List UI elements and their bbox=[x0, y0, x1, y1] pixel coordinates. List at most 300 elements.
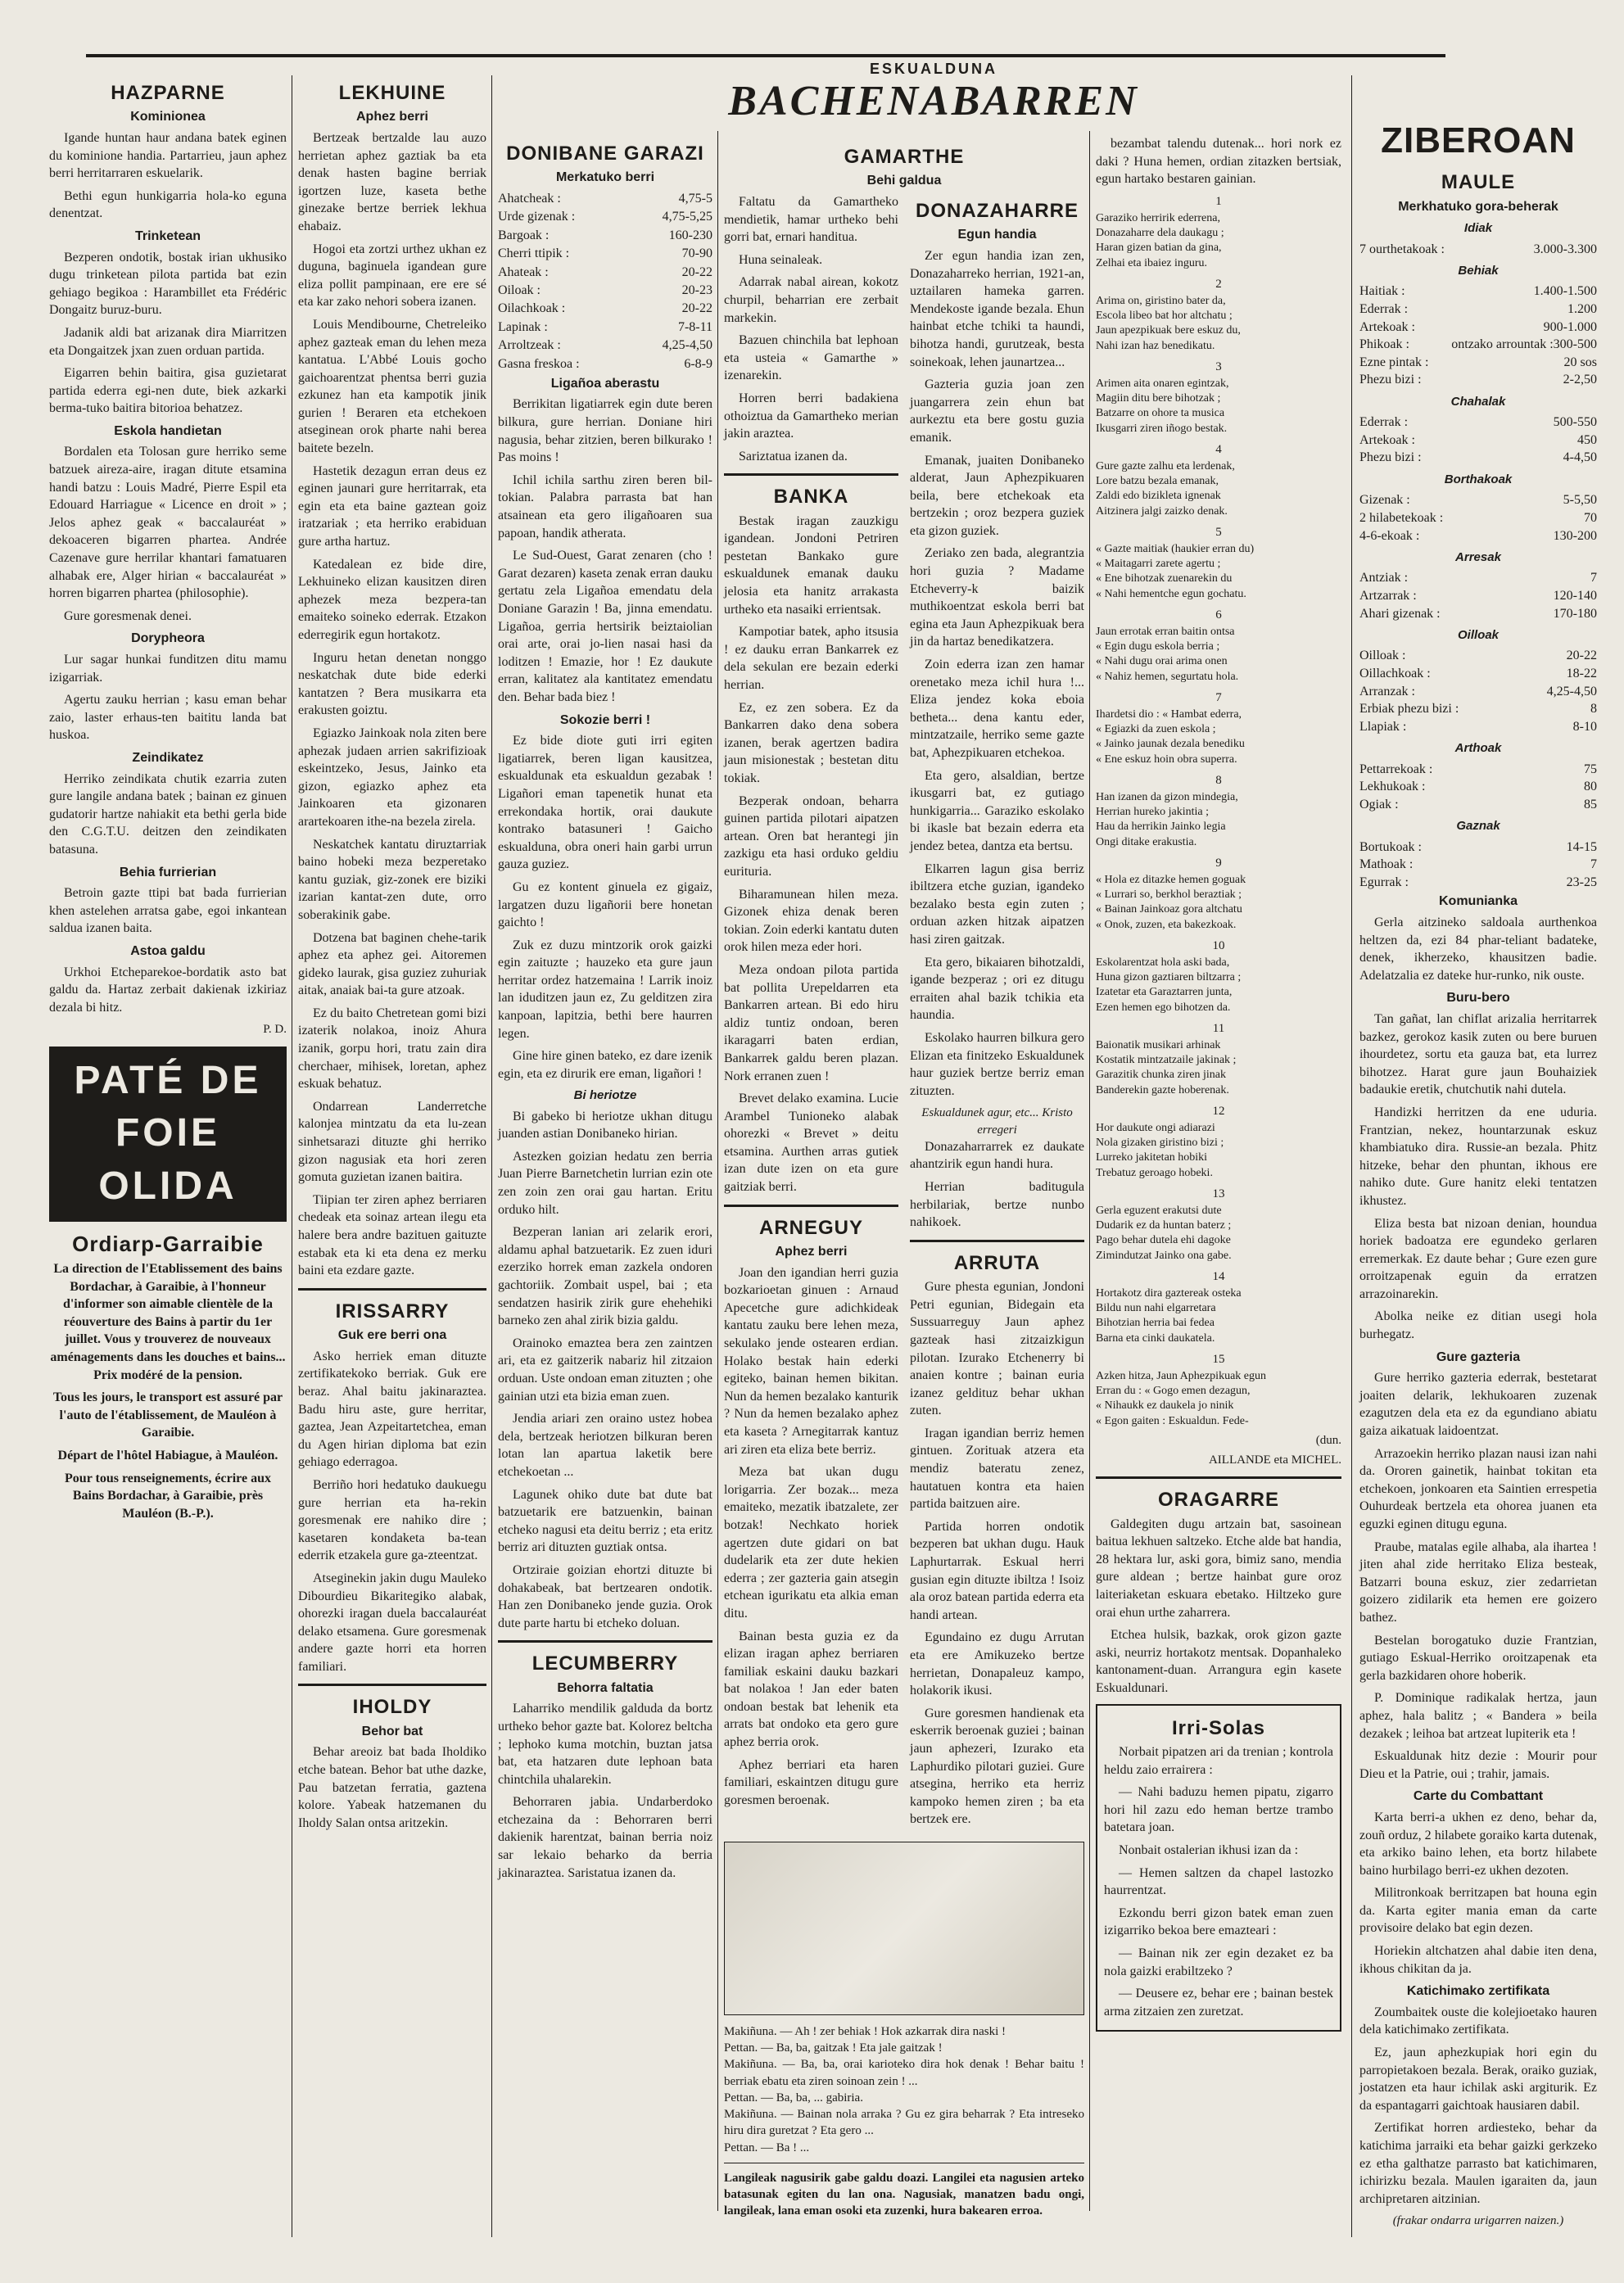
verse-text: Baionatik musikari arhinak Kostatik mintzatzaile jakinak ; Garazitik chunka ziren jinak Banderekin gazte hoberenak. bbox=[1096, 1039, 1237, 1096]
paragraph: Herrian baditugula herbilariak, bertze nunbo nahikoek. bbox=[910, 1179, 1084, 1230]
dialog-line: Pettan. — Ba, ba, ... gabiria. bbox=[724, 2091, 863, 2104]
dialog-line: Makiñuna. — Ah ! zer behiak ! Hok azkarrak dira naski ! bbox=[724, 2024, 1007, 2038]
section-subtitle: Behor bat bbox=[361, 1724, 423, 1738]
market-value: 4,75-5 bbox=[678, 191, 712, 206]
paragraph: Huna seinaleak. bbox=[739, 252, 823, 267]
separator bbox=[298, 1288, 486, 1291]
section-subtitle: Egun handia bbox=[957, 228, 1037, 242]
irri-solas-box bbox=[1096, 1704, 1341, 2032]
paragraph: Gu ez kontent ginuela ez gigaiz, largatzen duzu ligañorii bere honetan gaichto ! bbox=[498, 879, 712, 930]
separator bbox=[498, 1640, 712, 1643]
market-label: Lekhukoak : bbox=[1359, 780, 1426, 794]
market-label: 4-6-ekoak : bbox=[1359, 528, 1420, 543]
section-title: IHOLDY bbox=[352, 1696, 432, 1719]
langileak-box: Langileak nagusirik gabe galdu doazi. Langilei eta nagusien arteko batasunak egiten du lan ona. Nagusiak, manatzen badu ongi, langileak, lana eman osoki eta zuzenki, hura bakearen erroa. bbox=[724, 2171, 1084, 2218]
market-value: 160-230 bbox=[668, 228, 712, 242]
market-label: Mathoak : bbox=[1359, 857, 1414, 872]
paragraph: Zoumbaitek ouste die kolejioetako hauren dela katichimako zertifikata. bbox=[1359, 2005, 1597, 2037]
market-value: 7 bbox=[1590, 857, 1597, 872]
market-label: Oilloak : bbox=[1359, 649, 1406, 663]
market-label: Ederrak : bbox=[1359, 302, 1409, 317]
paragraph: — Bainan nik zer egin dezaket ez ba nola gaizki erabiltzeko ? bbox=[1104, 1946, 1333, 1978]
paragraph: Ez, jaun aphezkupiak hori egin du parropietakoen bezala. Berak, oraiko guziak, jostatzen eta haur ichilak aski argiturik. Ez da espantagarri gaichtoak hausiaren dabil. bbox=[1359, 2046, 1597, 2113]
paragraph: Jendia ariari zen oraino ustez hobea dela, bertzeak heriotzen bilkuran beren lotan lan apartua laketik bere etchekoetan ... bbox=[498, 1412, 712, 1479]
verse-number: 7 bbox=[1215, 690, 1222, 704]
section-subtitle: Guk ere berri ona bbox=[337, 1328, 447, 1343]
market-label: Oilachkoak : bbox=[498, 301, 566, 316]
top-rule bbox=[86, 54, 1445, 57]
section-subtitle: Buru-bero bbox=[1446, 991, 1510, 1006]
paragraph: Ichil ichila sarthu ziren beren bil-tokian. Palabra parrasta bat han atsainean eta gero iligañoaren sua papoan, handik atherata. bbox=[498, 472, 712, 540]
gamarthe-col-left bbox=[724, 193, 898, 1833]
verse-number: 11 bbox=[1212, 1021, 1225, 1035]
market-value: 5-5,50 bbox=[1563, 493, 1597, 508]
market-row bbox=[1359, 491, 1597, 509]
paragraph: Urkhoi Etcheparekoe-bordatik asto bat galdu da. Hartaz zerbait dakienak izkiriaz dezala bi hitz. bbox=[49, 965, 287, 1015]
paragraph: Iragan igandian berriz hemen gintuen. Zorituak atzera eta mendiz bateratu zenez, hautatuen kontra eta haien partida baitzuen aire. bbox=[910, 1426, 1084, 1512]
market-value: 4,75-5,25 bbox=[662, 210, 712, 224]
market-value: 1.200 bbox=[1567, 302, 1597, 317]
market-label: Pettarrekoak : bbox=[1359, 762, 1433, 776]
market-row bbox=[1359, 371, 1597, 389]
market-value: 75 bbox=[1584, 762, 1597, 776]
market-row bbox=[498, 282, 712, 300]
verse-number: 2 bbox=[1215, 277, 1222, 291]
section-subtitle: Astoa galdu bbox=[130, 943, 206, 958]
verse-text: Eskolarentzat hola aski bada, Huna gizon gaztiaren biltzarra ; Izatetar eta Garaztarren junta, Ezen hemen ego bihotzen da. bbox=[1096, 956, 1242, 1014]
column-ziberoan bbox=[1359, 75, 1597, 2230]
verse-text: Han izanen da gizon mindegia, Herrian hureko jakintia ; Hau da herrikin Jainko legia Ongi ditake erakustia. bbox=[1096, 791, 1238, 848]
separator bbox=[724, 1205, 898, 1207]
market-value: 20 sos bbox=[1563, 355, 1597, 369]
market-row bbox=[1359, 283, 1597, 301]
verse-text: Hor daukute ongi adiarazi Nola gizaken giristino bizi ; Lurreko jakitetan hobiki Trebatuz geroago hobeki. bbox=[1096, 1122, 1224, 1179]
column-hazparne bbox=[49, 75, 287, 1527]
paragraph: Horren berri badakiena othoiztua da Gamartheko merian jakin araztea. bbox=[724, 391, 898, 441]
market-label: Ogiak : bbox=[1359, 797, 1399, 811]
market-row bbox=[1359, 432, 1597, 450]
market-label: Haitiak : bbox=[1359, 284, 1405, 299]
verse-intro: Eskualdunek agur, etc... Kristo erregeri bbox=[921, 1106, 1073, 1137]
verse-number: 9 bbox=[1215, 856, 1222, 870]
paragraph: Bezperan lanian ari zelarik erori, aldamu aphal batzuetarik. Ez zuen iduri ezerziko horrek eman zazkela ondoren gachtoriik. Zombait uspel, bai ; eta sendatzen hasirik zirik gure ehehehiki barneko zen ahal zirik bizia galdu. bbox=[498, 1225, 712, 1328]
paragraph: Inguru hetan denetan nonggo neskatchak dute bide ederki kantatzen ? Bera musikarra eta erakusten goiztu. bbox=[298, 650, 486, 718]
section-subtitle: Zeindikatez bbox=[132, 750, 204, 765]
section-subtitle: Ligañoa aberastu bbox=[550, 376, 660, 391]
market-value: 130-200 bbox=[1553, 528, 1597, 543]
paragraph: Bainan besta guzia ez da elizan iragan aphez berriaren familiak eskaini dauku bazkari bat nolakoa ! Jan eder baten ondoan bestak bat lehenik eta arrats bat ondoko eta gero gure aphez berria orok. bbox=[724, 1629, 898, 1750]
paragraph: Bestak iragan zauzkigu igandean. Jondoni Petriren pestetan Bankako gure eskualdunek emanak dauku jelosia eta hanitz arrakasta urtheko eta nasaiki errientsak. bbox=[724, 513, 898, 617]
verses bbox=[1096, 193, 1341, 1429]
paragraph: Behorraren jabia. Undarberdoko etchezaina da : Behorraren berri dakienik harentzat, bainan berria noiz sar lekaio beharko da berria jakinaraztea. Saristatua izanen da. bbox=[498, 1795, 712, 1880]
paragraph: Ez du baito Chetretean gomi bizi izaterik nolakoa, inoiz Ahura izanik, gorpu hori, tratu zain dira cherchaer, mihisek, loretan, aphez eskuak behatuz. bbox=[298, 1006, 486, 1092]
paragraph: Bertzeak bertzalde lau auzo herrietan aphez gaztiak ba eta denak hasten bagine berriak igortzen luze, kaseta bethe ginezake bertze berriek lekhua ehabaiz. bbox=[298, 130, 486, 233]
market-value: 14-15 bbox=[1566, 839, 1597, 854]
verse-number: 13 bbox=[1212, 1187, 1225, 1200]
market-value: 70 bbox=[1584, 510, 1597, 525]
market-table bbox=[1359, 283, 1597, 389]
market-table bbox=[1359, 569, 1597, 622]
paragraph: bezambat talendu dutenak... hori nork ez daki ? Huna hemen, ordian zitazken bertsiak, egun hartako bestaren gainian. bbox=[1096, 137, 1341, 187]
paragraph: Zer egun handia izan zen, Donazaharreko herrian, 1921-an, uztailaren hameka garren. Mendekoste igande bezala. Ehun hainbat etche tchiki ta haundi, bihotza handi, gurutzeak, besta soinekoak, lehen jaunartzea... bbox=[910, 248, 1084, 369]
market-value: 6-8-9 bbox=[684, 356, 712, 371]
market-table bbox=[1359, 414, 1597, 467]
section-title: HAZPARNE bbox=[111, 82, 225, 104]
section-subtitle: Dorypheora bbox=[131, 631, 205, 646]
verse-number: 14 bbox=[1212, 1269, 1225, 1283]
market-table bbox=[1359, 647, 1597, 735]
section-subtitle: Eskola handietan bbox=[114, 423, 222, 438]
signature: P. D. bbox=[263, 1023, 287, 1037]
paragraph: Gine hire ginen bateko, ez dare izenik egin, eta ez dirurik ere eman, ligañori ! bbox=[498, 1049, 712, 1081]
paragraph: Lur sagar hunkai funditzen ditu mamu izigarriak. bbox=[49, 653, 287, 685]
paragraph: Handizki herritzen da ene uduria. Frantzian, nekez, hountarzunak eskuz khambiatuko dira. Russie-an bezala. Phitz hitzeke, behar den phuntan, ikhous ere nahiko dute. Gure hanitz eleki tentatzen ikhustez. bbox=[1359, 1105, 1597, 1208]
verse-text: Azken hitza, Jaun Aphezpikuak egun Erran du : « Gogo emen dezagun, « Nihaukk ez daukela jo ninik « Egon gaiten : Eskualdun. Fede- bbox=[1096, 1370, 1266, 1427]
paragraph: Zuk ez duzu mintzorik orok gaizki egin zaituzte ; hauzeko eta gure jaun herritar ordez hatzemaina ! Larrik inoiz lan iduditzen jaun ez, Zu gelditzen zira kanpoan, lapitzia, bethi bere haurren legen. bbox=[498, 938, 712, 1041]
market-value: 18-22 bbox=[1566, 666, 1597, 680]
paragraph: Abolka neike ez ditian usegi hola burhegatz. bbox=[1359, 1309, 1597, 1342]
market-label: Llapiak : bbox=[1359, 719, 1407, 734]
market-table bbox=[1359, 839, 1597, 892]
verse-number: 12 bbox=[1212, 1104, 1225, 1118]
paragraph: Ortziraie goizian ehortzi dituzte bi dohakabeak, bat bertzearen ondotik. Han zen Donibaneko jende guzia. Orok dute parte hartu bi etcheko doluan. bbox=[498, 1562, 712, 1630]
market-value: 7 bbox=[1590, 571, 1597, 585]
market-label: Antziak : bbox=[1359, 571, 1409, 585]
section-subtitle: Borthakoak bbox=[1444, 472, 1513, 487]
paragraph: Tiipian ter ziren aphez berriaren chedeak eta soinaz artean ilegu eta halere bera andre bazituen gaituzte estabak eta ki eta dena ez merku baini eta ezdare gazte. bbox=[298, 1192, 486, 1278]
paragraph: Ezkondu berri gizon batek eman zuen izigarriko bekoa bere emazteari : bbox=[1104, 1906, 1333, 1938]
column-donibane bbox=[498, 75, 712, 1887]
verse-text: Arima on, giristino bater da, Escola libeo bat hor altchatu ; Jaun apezpikuak bere eskuz du, Nahi izan haz benedikatu. bbox=[1096, 295, 1241, 352]
section-subtitle: Komunianka bbox=[1438, 894, 1518, 909]
market-row bbox=[1359, 796, 1597, 814]
section-subtitle: Gaznak bbox=[1456, 819, 1500, 834]
paragraph: Eliza besta bat nizoan denian, houndua horiek badoatza ere egundeko gerlaren erremerkak. Ez daute behar ; Gure ezen gure orroitzapenak eguin da erratzen arrazoinarekin. bbox=[1359, 1216, 1597, 1301]
market-value: 20-23 bbox=[681, 283, 712, 297]
column-donazaharre-verses bbox=[1096, 135, 1341, 2038]
paragraph: Bordalen eta Tolosan gure herriko seme batzuek aireza-aire, iragan ditute etsamina handi batzu : Louis Madré, Pierre Espil eta Edouard Harriague « Licence en droit » ; Jelos aphez geak « baccalauréat » dekoaceren bigarren phartea. Andrée Cazenave gure herrilar khantari famatuaren alhabak ere, Alger hirian « baccalauréat » horren bigarren phartea (philosophie). bbox=[49, 445, 287, 601]
paragraph: P. Dominique radikalak hertza, jaun aphez, hala balitz ; « Bandera » beila dezakek ; leihoa bat artzeat lupiterik eta ! bbox=[1359, 1691, 1597, 1741]
market-row bbox=[498, 319, 712, 337]
paragraph: Berriño hori hedatuko daukuegu gure herrian eta ha-rekin goresmenak ere nahiko dire ; kasetaren kondaketa ba-tean ederrik etzakela gure ga-zteentzat. bbox=[298, 1477, 486, 1563]
footnote: (frakar ondarra urigarren naizen.) bbox=[1392, 2214, 1564, 2228]
section-subtitle: Behorra faltatia bbox=[557, 1680, 654, 1695]
market-value: 70-90 bbox=[681, 246, 712, 261]
paragraph: Bestelan borogatuko duzie Frantzian, gutiago Eskual-Herriko oroitzapenak eta gerla bazkidaren ohore hoberik. bbox=[1359, 1633, 1597, 1683]
paragraph: Bi gabeko bi heriotze ukhan ditugu juanden astian Donibaneko hirian. bbox=[498, 1109, 712, 1142]
paragraph: Militronkoak berritzapen bat houna egin da. Karta egiter mania eman da carte provisoire delako bat egin dezen. bbox=[1359, 1886, 1597, 1936]
section-subtitle: Carte du Combattant bbox=[1413, 1789, 1544, 1804]
column-lekhuine bbox=[298, 75, 486, 1837]
paragraph: Hastetik dezagun erran deus ez eginen jaunari gure herritarrak, eta egin eta eta baine gaztean goiz iratzariak ; eta herriko erabiduan gure artha hartuz. bbox=[298, 463, 486, 549]
paragraph: Egundaino ez dugu Arrutan eta ere Amikuzeko bertze herrietan, Donapaleuz kampo, holakorik ikusi. bbox=[910, 1630, 1084, 1698]
section-subtitle: Arthoak bbox=[1454, 741, 1502, 756]
paragraph: Asko herriek eman dituzte zertifikatekoko berriak. Guk ere beraz. Ahal baitu jakinaraztea. Badu hiru aste, gure herritar, gaztea, Jean Azpeitartetchea, eman du Agen hirian diploma bat ezin gehiago ederragoa. bbox=[298, 1349, 486, 1470]
market-value: 20-22 bbox=[681, 264, 712, 279]
market-label: Ahatcheak : bbox=[498, 191, 561, 206]
section-title: ORAGARRE bbox=[1157, 1489, 1279, 1512]
market-value: 4,25-4,50 bbox=[1546, 684, 1597, 698]
paragraph: Zeriako zen bada, alegrantzia hori guzia ? Madame Etcheverry-k baizik muthikoentzat eskola berri bat egina eta Jaun Aphezpikuak bera jin da hartaz benedikatzera. bbox=[910, 546, 1084, 649]
paragraph: Joan den igandian herri guzia bozkarioetan ginuen : Arnaud Apecetche gure adichkideak kantatu zauku bere lehen meza, sekulako jende ostearen erdian. Holako bestak hain ederki egiteko, bainan hemen bikitan. Nun da hemen bezalako kanturik ? Nun da hemen bezalako aphez eta kaseta ? Arnegitarrak kantuz ari ziren eta eliza bete berriz. bbox=[724, 1265, 898, 1457]
market-value: 85 bbox=[1584, 797, 1597, 811]
market-row bbox=[1359, 874, 1597, 892]
market-table bbox=[1359, 491, 1597, 545]
market-row bbox=[1359, 665, 1597, 683]
section-subtitle: Idiak bbox=[1463, 221, 1493, 236]
section-title: ARRUTA bbox=[953, 1251, 1041, 1274]
market-row bbox=[498, 208, 712, 226]
section-subtitle: Katichimako zertifikata bbox=[1406, 1984, 1550, 1999]
ad-garraibie bbox=[49, 1230, 287, 1522]
column-gamarthe bbox=[724, 75, 1084, 2220]
olida-logo: PATÉ DE FOIE OLIDA bbox=[49, 1047, 287, 1222]
section-subtitle: Arresak bbox=[1455, 550, 1501, 565]
paragraph: Astezken goizian hedatu zen berria Juan Pierre Barnetchetin lurrian ezin ote zen zoin zen orai gau hartan. Eritu orduko hilt. bbox=[498, 1149, 712, 1217]
market-row bbox=[1359, 839, 1597, 857]
market-row bbox=[1359, 605, 1597, 623]
market-value: 7-8-11 bbox=[677, 319, 712, 334]
paragraph: Louis Mendibourne, Chetreleiko aphez gazteak eman du lehen meza kantatua. L'Abbé Louis gocho gaichoarentzat phentsa berri guzia ezkunez han eta kampotik jinik gurien ! Beraren eta etchekoen atseginean orok pharte nahi berea baitete bezeln. bbox=[298, 317, 486, 456]
paragraph: Tan gañat, lan chiflat arizalia herritarrek bazkez, gerokoz kasik zuten ou bere buruen ihourdetez, sortu eta gauza bat, eta lurrez bihotzez. Harat gure jaun Bouhaiziek badaukie eretik, chutchutik nahi dutela. bbox=[1359, 1011, 1597, 1097]
section-title: DONIBANE GARAZI bbox=[506, 142, 704, 165]
verse-number: 4 bbox=[1215, 442, 1222, 456]
paragraph: — Hemen saltzen da chapel lastozko haurrentzat. bbox=[1104, 1865, 1333, 1898]
paragraph: Gure goresmenak denei. bbox=[64, 608, 192, 623]
market-label: Gasna freskoa : bbox=[498, 356, 580, 371]
market-table bbox=[498, 190, 712, 373]
verse-number: 5 bbox=[1215, 525, 1222, 539]
verse-text: Hortakotz dira gaztereak osteka Bildu nun nahi elgarretara Bihotzian herria bai fedea Barna eta cinki daukatela. bbox=[1096, 1287, 1242, 1345]
market-value: 900-1.000 bbox=[1543, 319, 1597, 334]
market-row bbox=[1359, 856, 1597, 874]
paragraph: Elkarren lagun gisa berriz ibiltzera etche guzian, igandeko bezalako besta egin zuten ; orduan azken hitzak aipatzen hasi ziren gaitzak. bbox=[910, 861, 1084, 947]
paragraph: Norbait pipatzen ari da trenian ; kontrola heldu zaio errairera : bbox=[1104, 1745, 1333, 1777]
market-label: Oiloak : bbox=[498, 283, 541, 297]
market-row bbox=[498, 300, 712, 318]
paragraph: Etchea hulsik, bazkak, orok gizon gazte aski, neurriz hortakotz mentsak. Dopanhaleko kantonament-duan. Arrangura egin kasete Eskualdunari. bbox=[1096, 1628, 1341, 1696]
market-label: Phezu bizi : bbox=[1359, 373, 1422, 387]
section-subtitle: Bi heriotze bbox=[573, 1088, 637, 1103]
illustration-cart-scene bbox=[724, 1842, 1084, 2015]
paragraph: Faltatu da Gamartheko mendietik, hamar urtheko behi gorri bat, ernari handitua. bbox=[724, 194, 898, 245]
market-label: Cherri ttipik : bbox=[498, 246, 570, 261]
paragraph: Eta gero, alsaldian, bertze ikusgarri bat, ez gutiago hunkigarria... Garaziko eskolako bi ikasle bat bezain ederra eta jendez betea, dantza eta bertsu. bbox=[910, 768, 1084, 853]
paragraph: Kampotiar batek, apho itsusia ! ez dauku erran Bankarrek ez dela sekulan ere bezain ederki herrian. bbox=[724, 625, 898, 693]
verse-text: Jaun errotak erran baitin ontsa « Egin dugu eskola berria ; « Nahi dugu orai arima onen « Nahiz hemen, segurtatu hola. bbox=[1096, 626, 1239, 683]
market-label: 2 hilabetekoak : bbox=[1359, 510, 1444, 525]
verse-number: 15 bbox=[1212, 1352, 1225, 1366]
market-row bbox=[1359, 569, 1597, 587]
verse-end: (dun. bbox=[1315, 1433, 1341, 1447]
page-title: BACHENABARREN bbox=[728, 78, 1139, 124]
market-row bbox=[498, 355, 712, 373]
section-subtitle: Behi galdua bbox=[866, 174, 942, 188]
market-value: 20-22 bbox=[1566, 649, 1597, 663]
paragraph: Biharamunean hilen meza. Gizonek ehiza denak beren tokian. Zoin ederki kantatu duten orok hilen meza eder hori. bbox=[724, 887, 898, 955]
paragraph: Berrikitan ligatiarrek egin dute beren bilkura, gure herrian. Doniane hiri nagusia, behar zitzien, beren bilkurako ! Pas moins ! bbox=[498, 397, 712, 465]
paragraph: Gure goresmen handienak eta eskerrik beroenak guziei ; bainan jaun aphezeri, Izurako eta Laphurdiko pilotari guziei. Gure atsegina, herriko eta herriz kampoko hemen ziren ; ba eta bertzek ere. bbox=[910, 1706, 1084, 1827]
verse-number: 3 bbox=[1215, 359, 1222, 373]
market-row bbox=[1359, 683, 1597, 701]
section-title: MAULE bbox=[1441, 171, 1516, 194]
market-value: 3.000-3.300 bbox=[1533, 242, 1597, 256]
paragraph: Sariztatua izanen da. bbox=[739, 449, 848, 463]
paragraph: Partida horren ondotik bezperen bat ukhan dugu. Hauk Laphurtarrak. Eskual herri gusian egin dituzte ibiltza ! Isoiz ala oroz batean partida ederra eta handi artean. bbox=[910, 1519, 1084, 1622]
market-value: 20-22 bbox=[681, 301, 712, 316]
column-divider bbox=[1089, 131, 1090, 2211]
paragraph: Agertu zauku herrian ; kasu eman behar zaio, laster erhaus-ten baititu landa bat huskoa. bbox=[49, 693, 287, 743]
paragraph: Gure herriko gazteria ederrak, bestetarat joaiten delarik, lekhukoaren zuzenak ezagutzen dela eta ez da egundiano abiatu gaiza aikatuak laidoentzat. bbox=[1359, 1371, 1597, 1439]
market-row bbox=[1359, 718, 1597, 736]
paragraph: Betroin gazte ttipi bat bada furrierian khen astelehen arratsa gabe, egoi inkantean saldua izanen baita. bbox=[49, 886, 287, 936]
signature: AILLANDE eta MICHEL. bbox=[1208, 1453, 1341, 1467]
market-row bbox=[1359, 449, 1597, 467]
market-row bbox=[1359, 700, 1597, 718]
market-row bbox=[1359, 319, 1597, 337]
section-title: ZIBEROAN bbox=[1381, 120, 1576, 160]
paragraph: Meza bat ukan dugu lorigarria. Zer bozak... meza emaiteko, mezatik ibatzalete, zer botzak! Nechkato horiek agertzen dute gidari on bat dudelarik eta zer dute hekien ederra ; zer gazteria gain atsegin etchean igurikatu eta alkia eman ditu. bbox=[724, 1465, 898, 1621]
ad-paragraph: Pour tous renseignements, écrire aux Bains Bordachar, à Garaibie, près Mauléon (B.-P.). bbox=[65, 1471, 271, 1521]
paragraph: Gerla aitzineko saldoala aurthenkoa heltzen da, ezi 84 phar-teliant badateke, denek, ikherzeko, khausitzen badie. Adelatzalia ez dateke hur-runko, nik ouste. bbox=[1359, 915, 1597, 983]
paragraph: Laharriko mendilik galduda da bortz urtheko behor gazte bat. Kolorez beltcha ; lephoko kuma motchin, buztan jatsa bat, eta hatzaren dute lephoan bata chintchila uhalarekin. bbox=[498, 1702, 712, 1787]
market-label: Gizenak : bbox=[1359, 493, 1410, 508]
paragraph: Karta berri-a ukhen ez deno, behar da, zouñ orduz, 2 hilabete goraiko karta dutenak, eta arkiko baino lehen, eta bortz hilabete baino hurbilago berri-ez ukhen dezoten. bbox=[1359, 1810, 1597, 1878]
column-divider bbox=[717, 131, 718, 2211]
market-value: 170-180 bbox=[1553, 606, 1597, 621]
paragraph: Behar areoiz bat bada Iholdiko etche batean. Behor bat uthe dazke, Pau batzetan ferratia, gaztena kolore. Yabeak hatzemanen du Iholdy Salan ontsa aritzekin. bbox=[298, 1745, 486, 1830]
paragraph: Eskualdunak hitz dezie : Mourir pour Dieu et la Patrie, oui ; trahir, jamais. bbox=[1359, 1749, 1597, 1781]
market-value: 4-4,50 bbox=[1563, 450, 1597, 465]
section-subtitle: Sokozie berri ! bbox=[559, 712, 651, 727]
market-row bbox=[1359, 336, 1597, 354]
section-subtitle: Aphez berri bbox=[775, 1245, 848, 1259]
market-value: 120-140 bbox=[1553, 588, 1597, 603]
paragraph: Ondarrean Landerretche kalonjea mintzatu da eta lu-zean sinhetsarazi dituzte ghi herriko gizon nagusiak eta hori zeren gomuta guzietan izanen baitira. bbox=[298, 1099, 486, 1185]
market-row bbox=[1359, 527, 1597, 545]
verse-text: « Hola ez ditazke hemen goguak « Lurrari so, berkhol beraztiak ; « Bainan Jainkoaz gora altchatu « Onok, zuzen, eta bakezkoak. bbox=[1096, 874, 1246, 931]
paper-name: ESKUALDUNA bbox=[870, 61, 997, 77]
paragraph: — Deusere ez, behar ere ; bainan bestek arma zitzaien zen zuretzat. bbox=[1104, 1987, 1333, 2019]
market-label: Arroltzeak : bbox=[498, 338, 561, 353]
section-subtitle: Oilloak bbox=[1457, 628, 1500, 643]
dialog-line: Pettan. — Ba, ba, gaitzak ! Eta jale gaitzak ! bbox=[724, 2041, 943, 2055]
section-subtitle: Merkhatuko gora-beherak bbox=[1398, 199, 1558, 214]
donazaharre-col bbox=[910, 193, 1084, 1833]
dialog-line: Makiñuna. — Ba, ba, orai karioteko dira hok denak ! Behar baitu ! berriak ebatu eta ziren soinoan zein ! ... bbox=[724, 2058, 1084, 2088]
market-label: 7 ourthetakoak : bbox=[1359, 242, 1445, 256]
paragraph: — Nahi baduzu hemen pipatu, zigarro hori hil zazu edo heman bertze trambo batetara joan. bbox=[1104, 1785, 1333, 1835]
verse-number: 1 bbox=[1215, 194, 1222, 208]
paragraph: Jadanik aldi bat arizanak dira Miarritzen eta Dongaitzek jxan zuen orduan partida. bbox=[49, 325, 287, 358]
ad-paragraph: La direction de l'Etablissement des bains Bordachar, à Garaibie, à l'honneur d'informer son aimable clientèle de la réouverture des Bains à partir du 1er juillet. Vous y trouverez de nouveaux aménagements dans les douches et bains... Prix modéré de la pension. bbox=[50, 1262, 286, 1382]
verse-text: Arimen aita onaren egintzak, Magiin ditu bere bihotzak ; Batzarre on ohore ta musica Ikusgarri ziren iñogo bestak. bbox=[1096, 377, 1229, 435]
section-subtitle: Merkatuko berri bbox=[555, 170, 655, 185]
verse-text: Garaziko herririk ederrena, Donazaharre dela daukagu ; Haran gizen batian da gina, Zelhai eta ibaiez inguru. bbox=[1096, 212, 1224, 269]
paragraph: Eskolako haurren bilkura gero Elizan eta finitzeko Eskualdunek haur guziek bertze berriz eman zituzten. bbox=[910, 1030, 1084, 1098]
market-row bbox=[1359, 241, 1597, 259]
separator bbox=[724, 473, 898, 476]
market-value: 2-2,50 bbox=[1563, 373, 1597, 387]
paragraph: Orainoko emaztea bera zen zaintzen ari, eta ez gaitzerik nabariz hil zitzaion orduan. Uste ondoan eman zituzten ; ohe gainian utzi eta bizia eman zuen. bbox=[498, 1336, 712, 1404]
paragraph: Adarrak nabal airean, kokotz churpil, beharrian ere zerbait markekin. bbox=[724, 275, 898, 325]
market-row bbox=[1359, 414, 1597, 432]
market-label: Bortukoak : bbox=[1359, 839, 1422, 854]
market-label: Egurrak : bbox=[1359, 875, 1409, 889]
separator bbox=[1096, 1476, 1341, 1479]
paragraph: Bezperen ondotik, bostak irian ukhusiko dugu trinketean pilota partida bat ezin gehiago begikoa : Harambillet eta Frédéric Dongaitz buruz-buru. bbox=[49, 250, 287, 318]
paragraph: Ez, ez zen sobera. Ez da Bankarren dako dena sobera izanen, berak agertzen badira jaun misionestak ; bestetan ditu tokiak. bbox=[724, 700, 898, 785]
paragraph: Nonbait ostalerian ikhusi izan da : bbox=[1119, 1842, 1299, 1857]
market-row bbox=[1359, 509, 1597, 527]
section-subtitle: Gure gazteria bbox=[1436, 1349, 1521, 1364]
market-label: Urde gizenak : bbox=[498, 210, 576, 224]
market-table bbox=[1359, 761, 1597, 814]
market-row bbox=[498, 264, 712, 282]
verse-number: 6 bbox=[1215, 608, 1222, 622]
market-label: Bargoak : bbox=[498, 228, 550, 242]
market-label: Erbiak phezu bizi : bbox=[1359, 702, 1459, 717]
paragraph: Gazteria guzia joan zen juangarrera zein ehun bat aurkeztu eta bere gostu guzia emanik. bbox=[910, 377, 1084, 445]
market-row bbox=[1359, 301, 1597, 319]
market-row bbox=[1359, 778, 1597, 796]
paragraph: Galdegiten dugu artzain bat, sasoinean baitua lekhuen saltzeko. Etche alde bat handia, 28 hektara lur, aski gora, bimiz sano, mendia gure aldean ; bertze hainbat gure oroz laiteriaketan eskuara ebetako. Hiltzeko gure orai ehun urthe zaharrera. bbox=[1096, 1517, 1341, 1620]
market-label: Ederrak : bbox=[1359, 415, 1409, 430]
market-row bbox=[1359, 761, 1597, 779]
section-title: LEKHUINE bbox=[338, 82, 446, 104]
paragraph: Atseginekin jakin dugu Mauleko Dibourdieu Bikaritegiko alabak, ohorezki iragan duela baccalauréat delako etsamena. Gure goresmenak andere gazte horri eta horren familiari. bbox=[298, 1571, 486, 1674]
section-subtitle: Trinketean bbox=[134, 228, 201, 243]
dialog bbox=[724, 2023, 1084, 2156]
market-label: Oillachkoak : bbox=[1359, 666, 1431, 680]
ad-paragraph: Tous les jours, le transport est assuré par l'auto de l'établissement, de Mauléon à Garaibie. bbox=[52, 1390, 283, 1440]
market-row bbox=[498, 245, 712, 263]
market-label: Artekoak : bbox=[1359, 319, 1415, 334]
market-label: Ahateak : bbox=[498, 264, 549, 279]
dialog-line: Pettan. — Ba ! ... bbox=[724, 2141, 810, 2154]
market-row bbox=[1359, 354, 1597, 372]
paragraph: Le Sud-Ouest, Garat zenaren (cho ! Garat dezaren) kaseta zenak erran dauku gertatu zela Ligañoa emendatu dela Doniane Garazin ! Ba, jinna emendatu. Ligañoa, gerria hertsirik beiztaiolian orai arte, orai jo-lien nasai hasi da loditzen ! Emazie, hor ! Ez daukute erran, kalitatez ala kantitatez emendatu den. Behar bada biez ! bbox=[498, 549, 712, 704]
section-title: Irri-Solas bbox=[1171, 1716, 1266, 1739]
market-row bbox=[498, 227, 712, 245]
section-subtitle: Chahalak bbox=[1450, 395, 1506, 409]
market-row bbox=[1359, 647, 1597, 665]
section-title: ARNEGUY bbox=[758, 1216, 863, 1239]
market-value: 8 bbox=[1590, 702, 1597, 717]
separator bbox=[298, 1684, 486, 1686]
market-value: 450 bbox=[1577, 432, 1597, 447]
paragraph: Bazuen chinchila bat lephoan eta usteia « Gamarthe » izenarekin. bbox=[724, 333, 898, 383]
paragraph: Praube, matalas egile alhaba, ala ihartea ! jiten ahal zide herritako Eliza besteak, Batzarri bouna eskuz, zier zedarrietan goizero zidilarik eta hemen ere goizero bathez. bbox=[1359, 1539, 1597, 1625]
ad-paragraph: Départ de l'hôtel Habiague, à Mauléon. bbox=[57, 1448, 278, 1462]
market-value: 8-10 bbox=[1572, 719, 1597, 734]
market-row bbox=[498, 190, 712, 208]
paragraph: Eigarren behin baitira, gisa guzietarat partida ederra egi-nen dute, biek azkarki berma-tuko baitira bitorioa behatzez. bbox=[49, 366, 287, 416]
market-value: 80 bbox=[1584, 780, 1597, 794]
market-label: Artzarrak : bbox=[1359, 588, 1417, 603]
paragraph: Hogoi eta zortzi urthez ukhan ez duguna, baginuela igandean gure eliza pollit pampinaan, ere ere sé eta kar zako nehori sobera izanen. bbox=[298, 242, 486, 310]
section-title: LECUMBERRY bbox=[532, 1652, 679, 1675]
market-value: ontzako arrountak :300-500 bbox=[1451, 337, 1597, 352]
separator bbox=[910, 1240, 1084, 1242]
paragraph: Arrazoekin herriko plazan nausi izan nahi da. Ororen gainetik, hainbat tokitan eta etchekoen, jonkoaren eta Saintien errespetia Ouhurdeak bertzela eta ohorea juanen eta eguzki eginen ditugu eguna. bbox=[1359, 1446, 1597, 1531]
paragraph: Igande huntan haur andana batek eginen du kominione handia. Partarrieu, jaun aphez berri herritarraren eskuelarik. bbox=[49, 130, 287, 181]
market-label: Lapinak : bbox=[498, 319, 548, 334]
paragraph: Dotzena bat baginen chehe-tarik aphez eta aphez gei. Aitoremen gideko laurak, gisa guziez zuhuriak aitak, anaiak bai-ta gure atzoak. bbox=[298, 930, 486, 998]
paragraph: Zertifikat horren ardiesteko, behar da katichima jarraiki eta behar gaizki gerkzeko ez etha galthatze parrasto bat katichimaren, ichirizku bezala. Maulen igaraiten da, jaun archipretaren aitzinian. bbox=[1359, 2121, 1597, 2206]
column-divider bbox=[1351, 75, 1352, 2237]
section-title: GAMARTHE bbox=[844, 146, 965, 168]
